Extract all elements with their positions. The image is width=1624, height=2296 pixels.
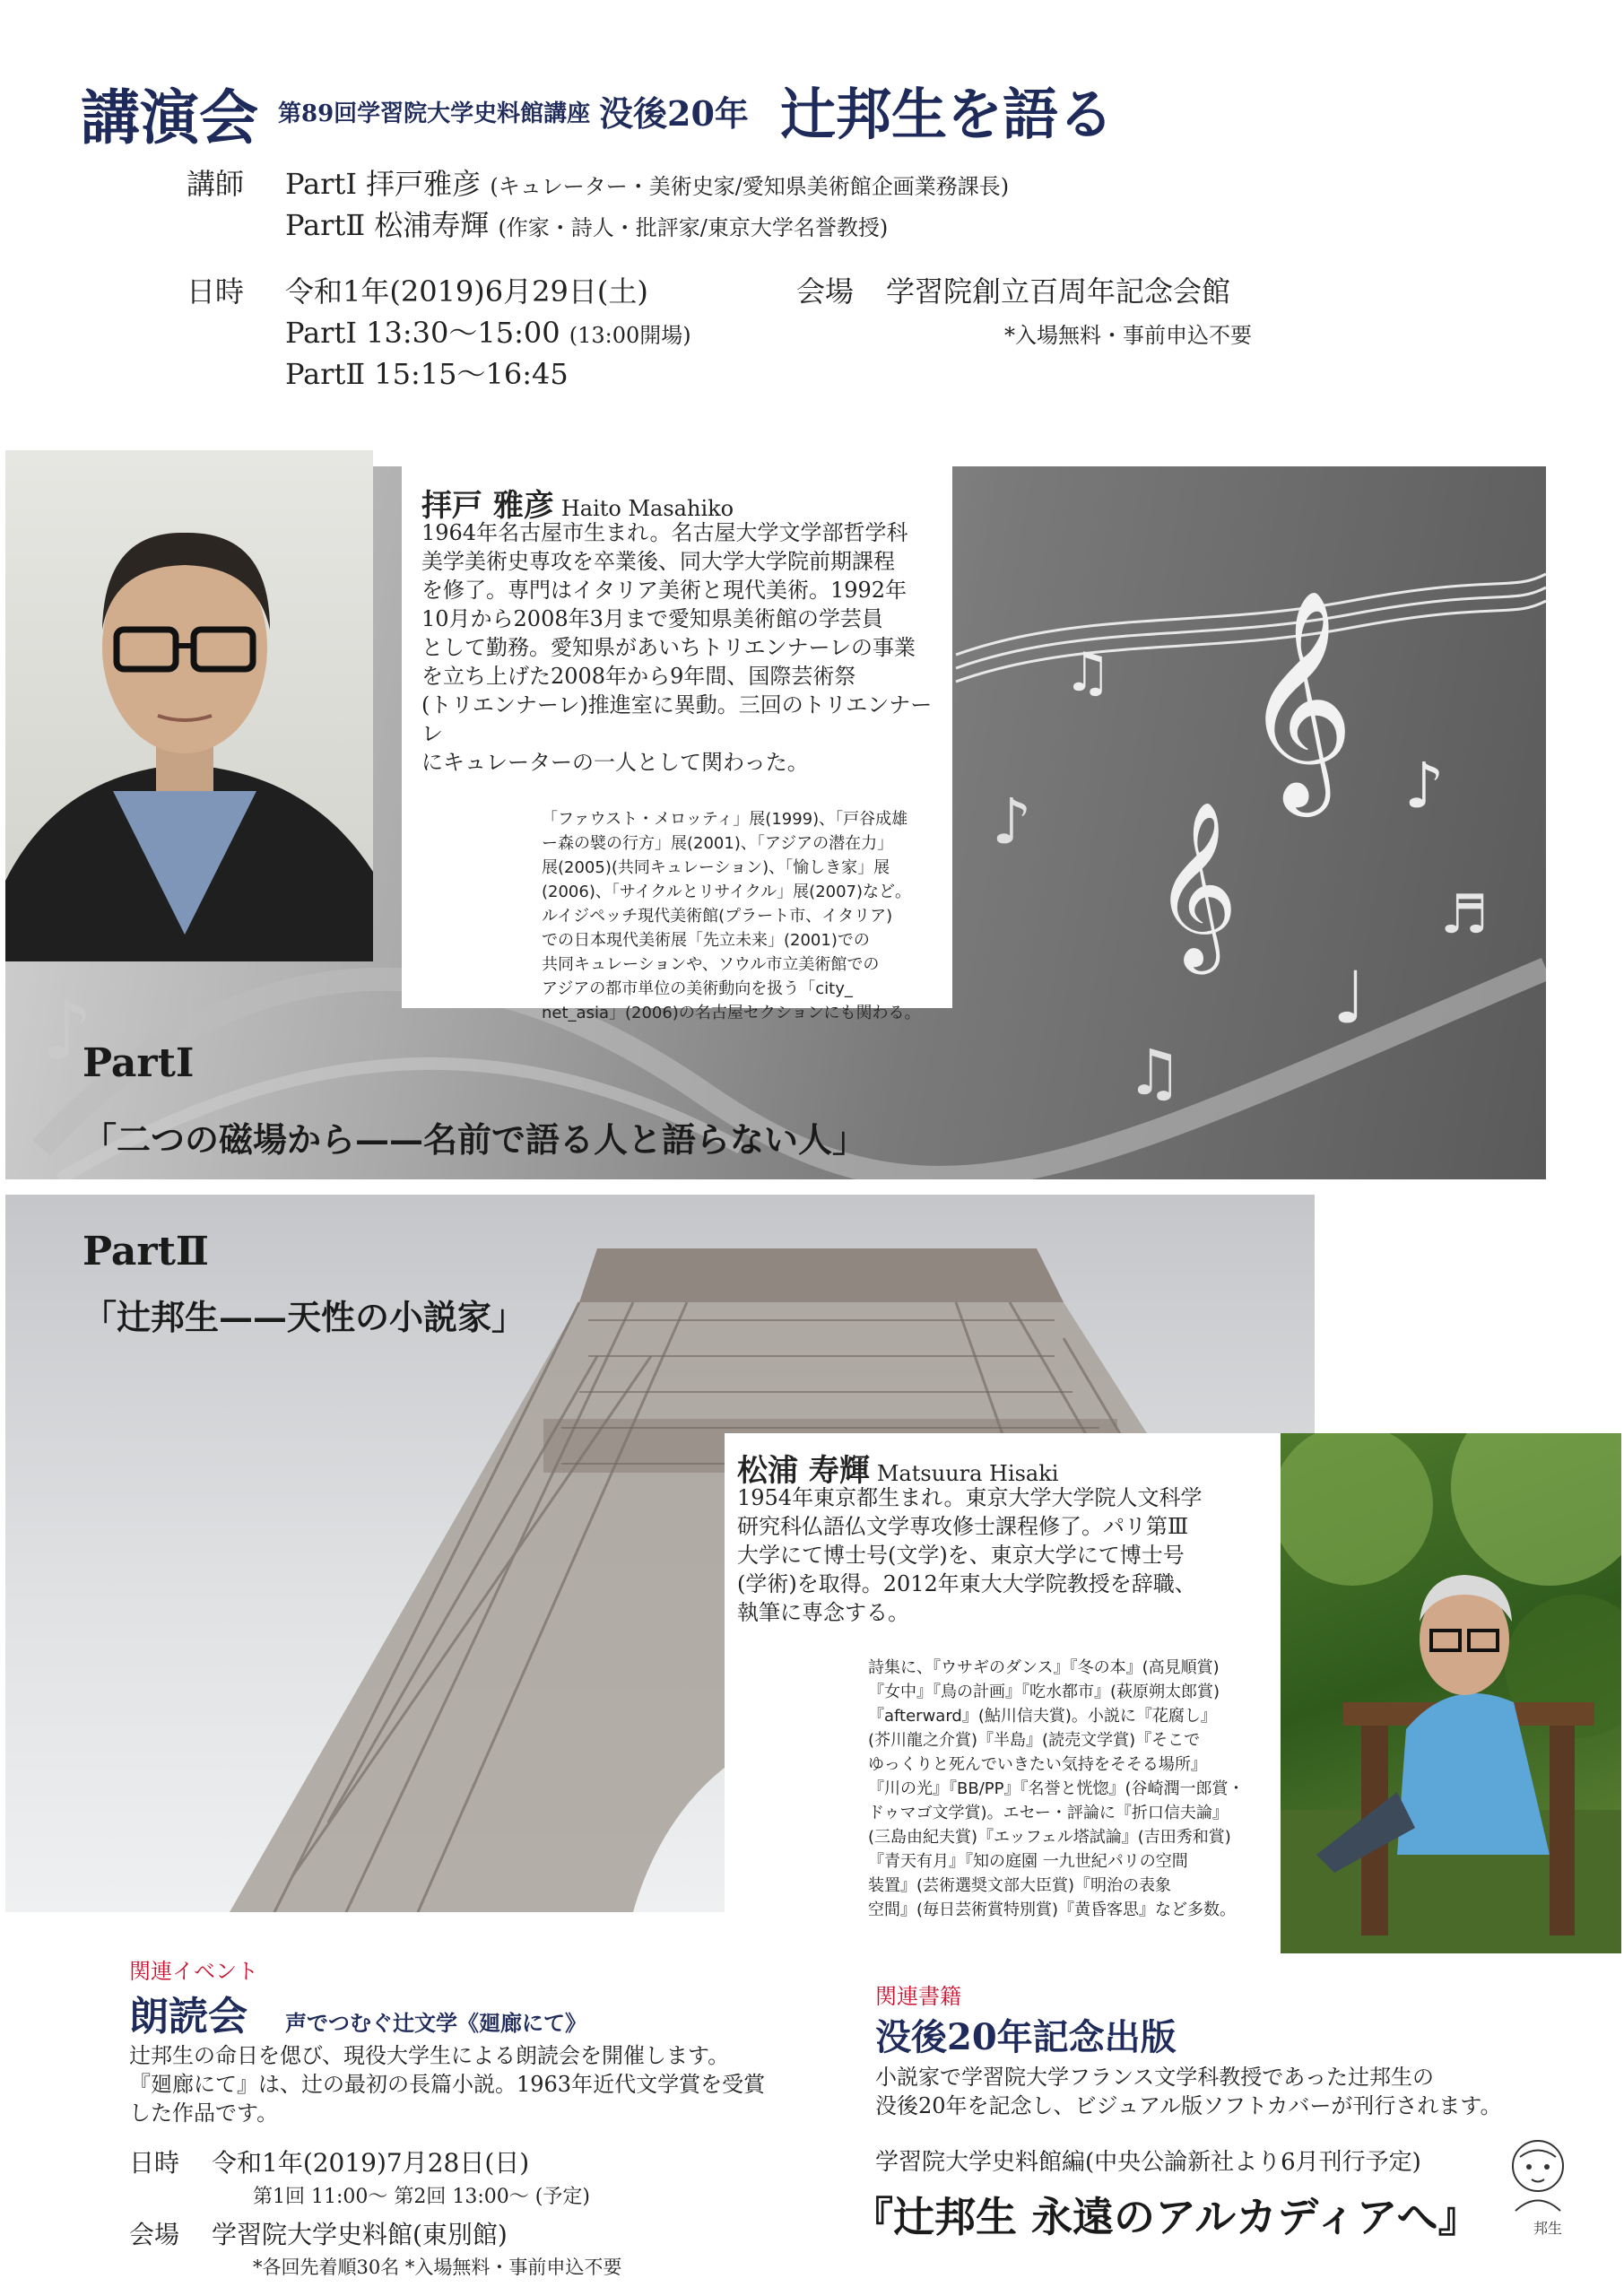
speaker2-photo <box>1281 1433 1621 1953</box>
reading-venue-label: 会場 <box>129 2220 180 2249</box>
venue-name: 学習院創立百周年記念会館 <box>886 274 1231 309</box>
svg-text:♪: ♪ <box>41 984 93 1078</box>
speaker-part2-name: 松浦寿輝 <box>374 208 490 242</box>
works-line: 『afterward』(鮎川信夫賞)。小説に『花腐し』 <box>868 1707 1217 1726</box>
works-line: (2006)、「サイクルとリサイクル」展(2007)など。 <box>542 883 912 901</box>
bio-line: 大学にて博士号(文学)を、東京大学にて博士号 <box>737 1543 1185 1568</box>
svg-text:♫: ♫ <box>1126 1036 1183 1109</box>
bio-line: 1954年東京都生まれ。東京大学大学院人文科学 <box>737 1485 1203 1510</box>
schedule-part2-time: PartⅡ 15:15〜16:45 <box>285 357 569 391</box>
works-line: 詩集に、『ウサギのダンス』『冬の本』(高見順賞) <box>868 1658 1220 1677</box>
bio-line: 10月から2008年3月まで愛知県美術館の学芸員 <box>421 606 883 631</box>
works-line: での日本現代美術展「先立未来」(2001)での <box>542 931 870 950</box>
speaker2-bio-text <box>737 1483 1275 1627</box>
bio-line: を立ち上げた2008年から9年間、国際芸術祭 <box>421 664 856 689</box>
venue-note: *入場無料・事前申込不要 <box>1004 323 1252 348</box>
book-section-title: 没後20年記念出版 <box>875 2016 1177 2058</box>
reading-event-subtitle: 声でつむぐ辻文学《廻廊にて》 <box>285 2010 586 2036</box>
reading-event-description <box>129 2041 775 2127</box>
svg-text:𝄞: 𝄞 <box>1243 587 1355 807</box>
svg-text:♬: ♬ <box>1440 883 1489 946</box>
speaker2-works <box>868 1656 1279 1922</box>
author-signature: 邦生 <box>1533 2220 1563 2237</box>
bio-line: 研究科仏語仏文学専攻修士課程修了。パリ第Ⅲ <box>737 1514 1189 1539</box>
bio-line: にキュレーターの一人として関わった。 <box>421 750 809 775</box>
speaker2-bio-romaji: Matsuura Hisaki <box>876 1461 1059 1486</box>
works-line: ドゥマゴ文学賞)。エセー・評論に『折口信夫論』 <box>868 1804 1229 1822</box>
svg-text:𝄞: 𝄞 <box>1153 799 1238 967</box>
speaker1-bio-box <box>402 466 952 1022</box>
reading-event-title: 朗読会 <box>129 1994 248 2039</box>
part2-title: 「辻邦生——天性の小説家」 <box>83 1297 526 1337</box>
reading-date: 令和1年(2019)7月28日(日) <box>212 2148 530 2178</box>
page-title: 辻邦生を語る <box>780 82 1115 147</box>
desc-line: 『廻廊にて』は、辻の最初の長篇小説。1963年近代文学賞を受賞 <box>129 2072 766 2097</box>
related-event-tag: 関連イベント <box>129 1959 258 1984</box>
works-line: ゆっくりと死んでいきたい気持をそそる場所』 <box>868 1755 1207 1774</box>
book-description <box>875 2063 1593 2120</box>
part1-label: PartⅠ <box>83 1040 195 1086</box>
works-line: 『青天有月』『知の庭園 一九世紀パリの空間 <box>868 1852 1188 1871</box>
desc-line: した作品です。 <box>129 2100 279 2126</box>
speaker-part1-role: (キュレーター・美術史家/愛知県美術館企画業務課長) <box>490 174 1010 199</box>
schedule-part1-time: PartⅠ 13:30〜15:00 <box>285 316 560 350</box>
bio-line: 1964年名古屋市生まれ。名古屋大学文学部哲学科 <box>421 520 908 545</box>
works-line: アジアの都市単位の美術動向を扱う「city_ <box>542 979 853 998</box>
svg-text:♫: ♫ <box>1064 641 1112 704</box>
book-publisher: 学習院大学史料館編(中央公論新社より6月刊行予定) <box>875 2149 1421 2176</box>
speaker-part1-part: PartⅠ <box>285 167 357 201</box>
venue-label: 会場 <box>796 274 855 309</box>
speaker-part2 <box>285 203 888 244</box>
bio-line: (学術)を取得。2012年東大大学院教授を辞職、 <box>737 1571 1196 1596</box>
works-line: 『川の光』『BB/PP』『名誉と恍惚』(谷崎潤一郎賞・ <box>868 1779 1245 1798</box>
speaker-part2-role: (作家・詩人・批評家/東京大学名誉教授) <box>498 215 889 240</box>
event-type-title: 講演会 <box>81 83 258 152</box>
works-line: (三島由紀夫賞)『エッフェル塔試論』(吉田秀和賞) <box>868 1828 1231 1847</box>
svg-text:♪: ♪ <box>1404 749 1445 822</box>
speaker1-bio-text <box>421 518 946 777</box>
author-sketch-icon <box>1489 2126 1587 2242</box>
works-line: ー森の襞の行方」展(2001)、「アジアの潜在力」 <box>542 834 894 853</box>
speaker1-photo <box>5 450 373 961</box>
speakers-label: 講師 <box>187 167 245 201</box>
works-line: 展(2005)(共同キュレーション)、「愉しき家」展 <box>542 858 890 877</box>
reading-date-label: 日時 <box>129 2148 180 2178</box>
desc-line: 辻邦生の命日を偲び、現役大学生による朗読会を開催します。 <box>129 2043 730 2068</box>
speaker2-bio-box <box>725 1433 1281 1918</box>
speaker1-bio-romaji: Haito Masahiko <box>560 496 734 521</box>
speaker-part1-name: 拝戸雅彦 <box>366 167 482 201</box>
desc-line: 没後20年を記念し、ビジュアル版ソフトカバーが刊行されます。 <box>875 2093 1502 2118</box>
svg-text:♪: ♪ <box>992 785 1032 858</box>
related-book-tag: 関連書籍 <box>875 1984 961 2009</box>
works-line: ルイジペッチ現代美術館(プラート市、イタリア) <box>542 907 893 926</box>
works-line: net_asia」(2006)の名古屋セクションにも関わる。 <box>542 1004 921 1022</box>
bio-line: 執筆に専念する。 <box>737 1600 909 1625</box>
book-title: 『辻邦生 永遠のアルカディアへ』 <box>852 2193 1480 2241</box>
speaker1-bio-name: 拝戸 雅彦 <box>421 488 554 524</box>
schedule-date: 令和1年(2019)6月29日(土) <box>285 274 648 309</box>
speaker-part1 <box>285 161 1009 203</box>
part2-label: PartⅡ <box>83 1229 210 1274</box>
speaker2-bio-name: 松浦 寿輝 <box>737 1453 870 1489</box>
bio-line: 美学美術史専攻を卒業後、同大学大学院前期課程 <box>421 549 895 574</box>
svg-text:♩: ♩ <box>167 974 201 1057</box>
reading-times: 第1回 11:00〜 第2回 13:00〜 (予定) <box>253 2186 590 2208</box>
part1-title: 「二つの磁場から——名前で語る人と語らない人」 <box>83 1119 867 1160</box>
speaker1-works <box>542 807 945 1025</box>
bio-line: を修了。専門はイタリア美術と現代美術。1992年 <box>421 578 908 603</box>
svg-text:♩: ♩ <box>1333 956 1367 1039</box>
works-line: 「ファウスト・メロッティ」展(1999)、「戸谷成雄 <box>542 810 908 829</box>
reading-note: *各回先着順30名 *入場無料・事前申込不要 <box>253 2257 622 2278</box>
works-line: (芥川龍之介賞)『半島』(読売文学賞)『そこで <box>868 1731 1201 1750</box>
works-line: 空間』(毎日芸術賞特別賞)『黄昏客思』など多数。 <box>868 1900 1237 1919</box>
speaker-part2-part: PartⅡ <box>285 208 366 242</box>
schedule-part1 <box>285 310 691 352</box>
schedule-label: 日時 <box>187 274 245 309</box>
lecture-series-subtitle: 第89回学習院大学史料館講座 <box>278 100 591 127</box>
anniversary-label: 没後20年 <box>599 93 749 134</box>
works-line: 『女中』『鳥の計画』『吃水都市』(萩原朔太郎賞) <box>868 1683 1220 1701</box>
bio-line: (トリエンナーレ)推進室に異動。三回のトリエンナーレ <box>421 692 933 746</box>
desc-line: 小説家で学習院大学フランス文学科教授であった辻邦生の <box>875 2065 1435 2090</box>
bio-line: として勤務。愛知県があいちトリエンナーレの事業 <box>421 635 916 660</box>
schedule-part1-note: (13:00開場) <box>569 323 691 348</box>
reading-venue: 学習院大学史料館(東別館) <box>212 2220 508 2249</box>
works-line: 装置』(芸術選奨文部大臣賞)『明治の表象 <box>868 1876 1172 1895</box>
works-line: 共同キュレーションや、ソウル市立美術館での <box>542 955 880 974</box>
